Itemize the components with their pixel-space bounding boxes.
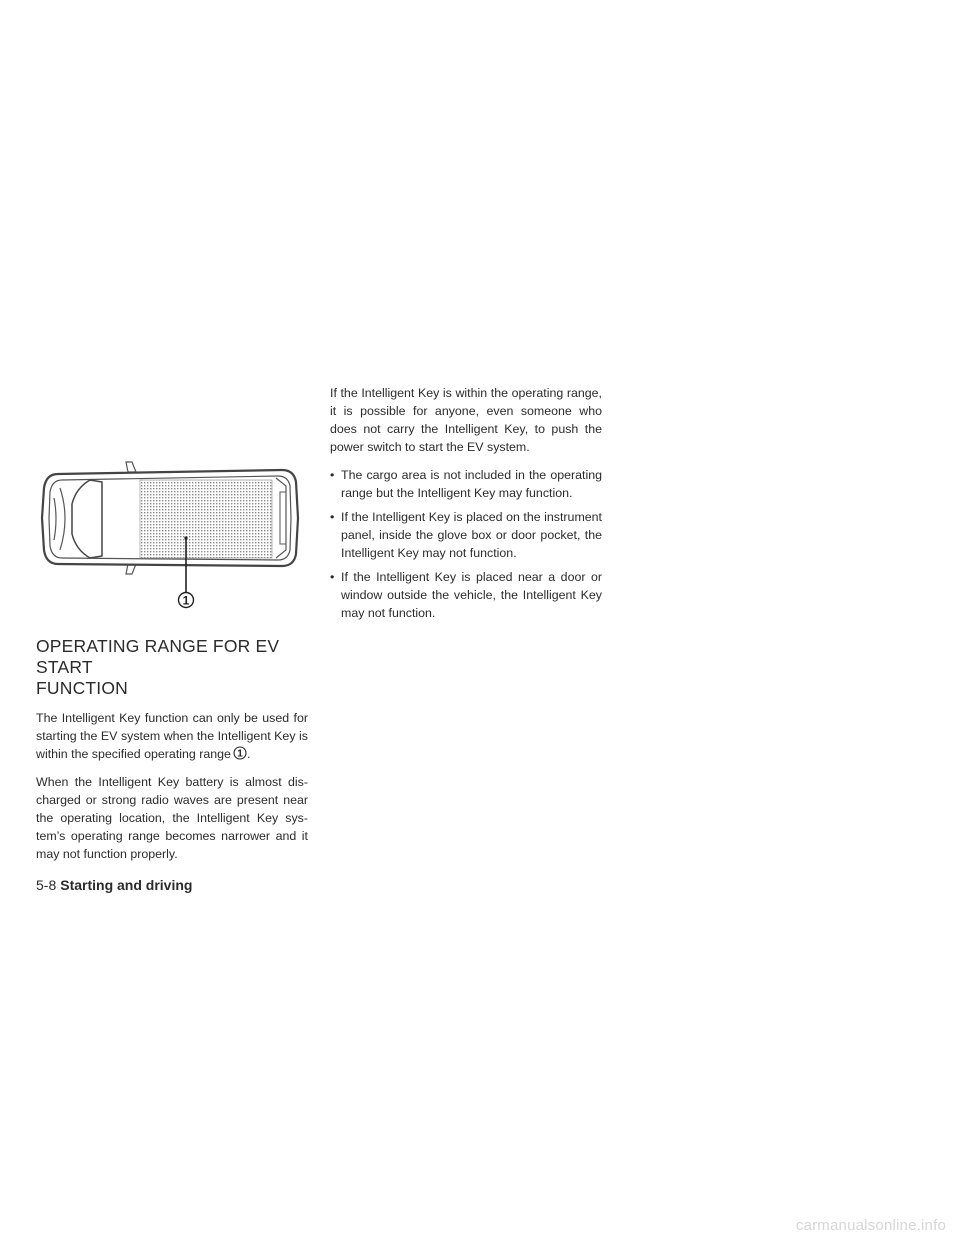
section-heading (36, 636, 308, 699)
para1-text: The Intelligent Key function can only be used for starting the EV system when the Intelligent Key is within the specified operating range (36, 711, 308, 761)
callout-1-icon (179, 593, 194, 608)
right-column (330, 384, 602, 628)
heading-line1: OPERATING RANGE FOR EV START (36, 636, 280, 677)
page-number: 5-8 (36, 877, 57, 893)
bullet-item (330, 568, 602, 622)
paragraph-battery-warning: When the Intelligent Key battery is almost dis-charged or strong radio waves are present near the operating location, the Intelligent Key sys-tem’s operating range becomes narrower and it may not function properly. (36, 775, 308, 861)
vehicle-top-view-diagram (36, 458, 308, 618)
operating-range-figure (36, 458, 308, 618)
bullet-item (330, 508, 602, 562)
para1-end: . (246, 747, 251, 761)
page-footer (36, 876, 192, 894)
note-bullet-list (330, 466, 602, 622)
heading-line2: FUNCTION (36, 678, 129, 698)
bullet-mark: • (330, 510, 335, 524)
bullet-item (330, 466, 602, 502)
figure-callout-label: 1 (182, 593, 190, 608)
bullet-text: If the Intelligent Key is placed near a door or window outside the vehicle, the Intelligent Key may not function. (341, 570, 602, 620)
bullet-mark: • (330, 468, 335, 482)
callout-1-inline-icon (233, 746, 247, 760)
paragraph-operating-range (36, 709, 308, 763)
operating-range-area (140, 480, 272, 558)
watermark: carmanualsonline.info (795, 1217, 946, 1234)
paragraph-anyone-can-start: If the Intelligent Key is within the operating range, it is possible for anyone, even someone who does not carry the Intelligent Key, to push the power switch to start the EV system. (330, 386, 602, 454)
bullet-text: If the Intelligent Key is placed on the instrument panel, inside the glove box or door pocket, the Intelligent Key may not function. (341, 510, 602, 560)
left-column (36, 636, 308, 873)
footer-section-name: Starting and driving (60, 877, 193, 893)
bullet-text: The cargo area is not included in the operating range but the Intelligent Key may function. (341, 468, 602, 500)
mirror-top-icon (126, 462, 136, 472)
bullet-mark: • (330, 570, 335, 584)
para1-callout-label: 1 (237, 748, 243, 760)
